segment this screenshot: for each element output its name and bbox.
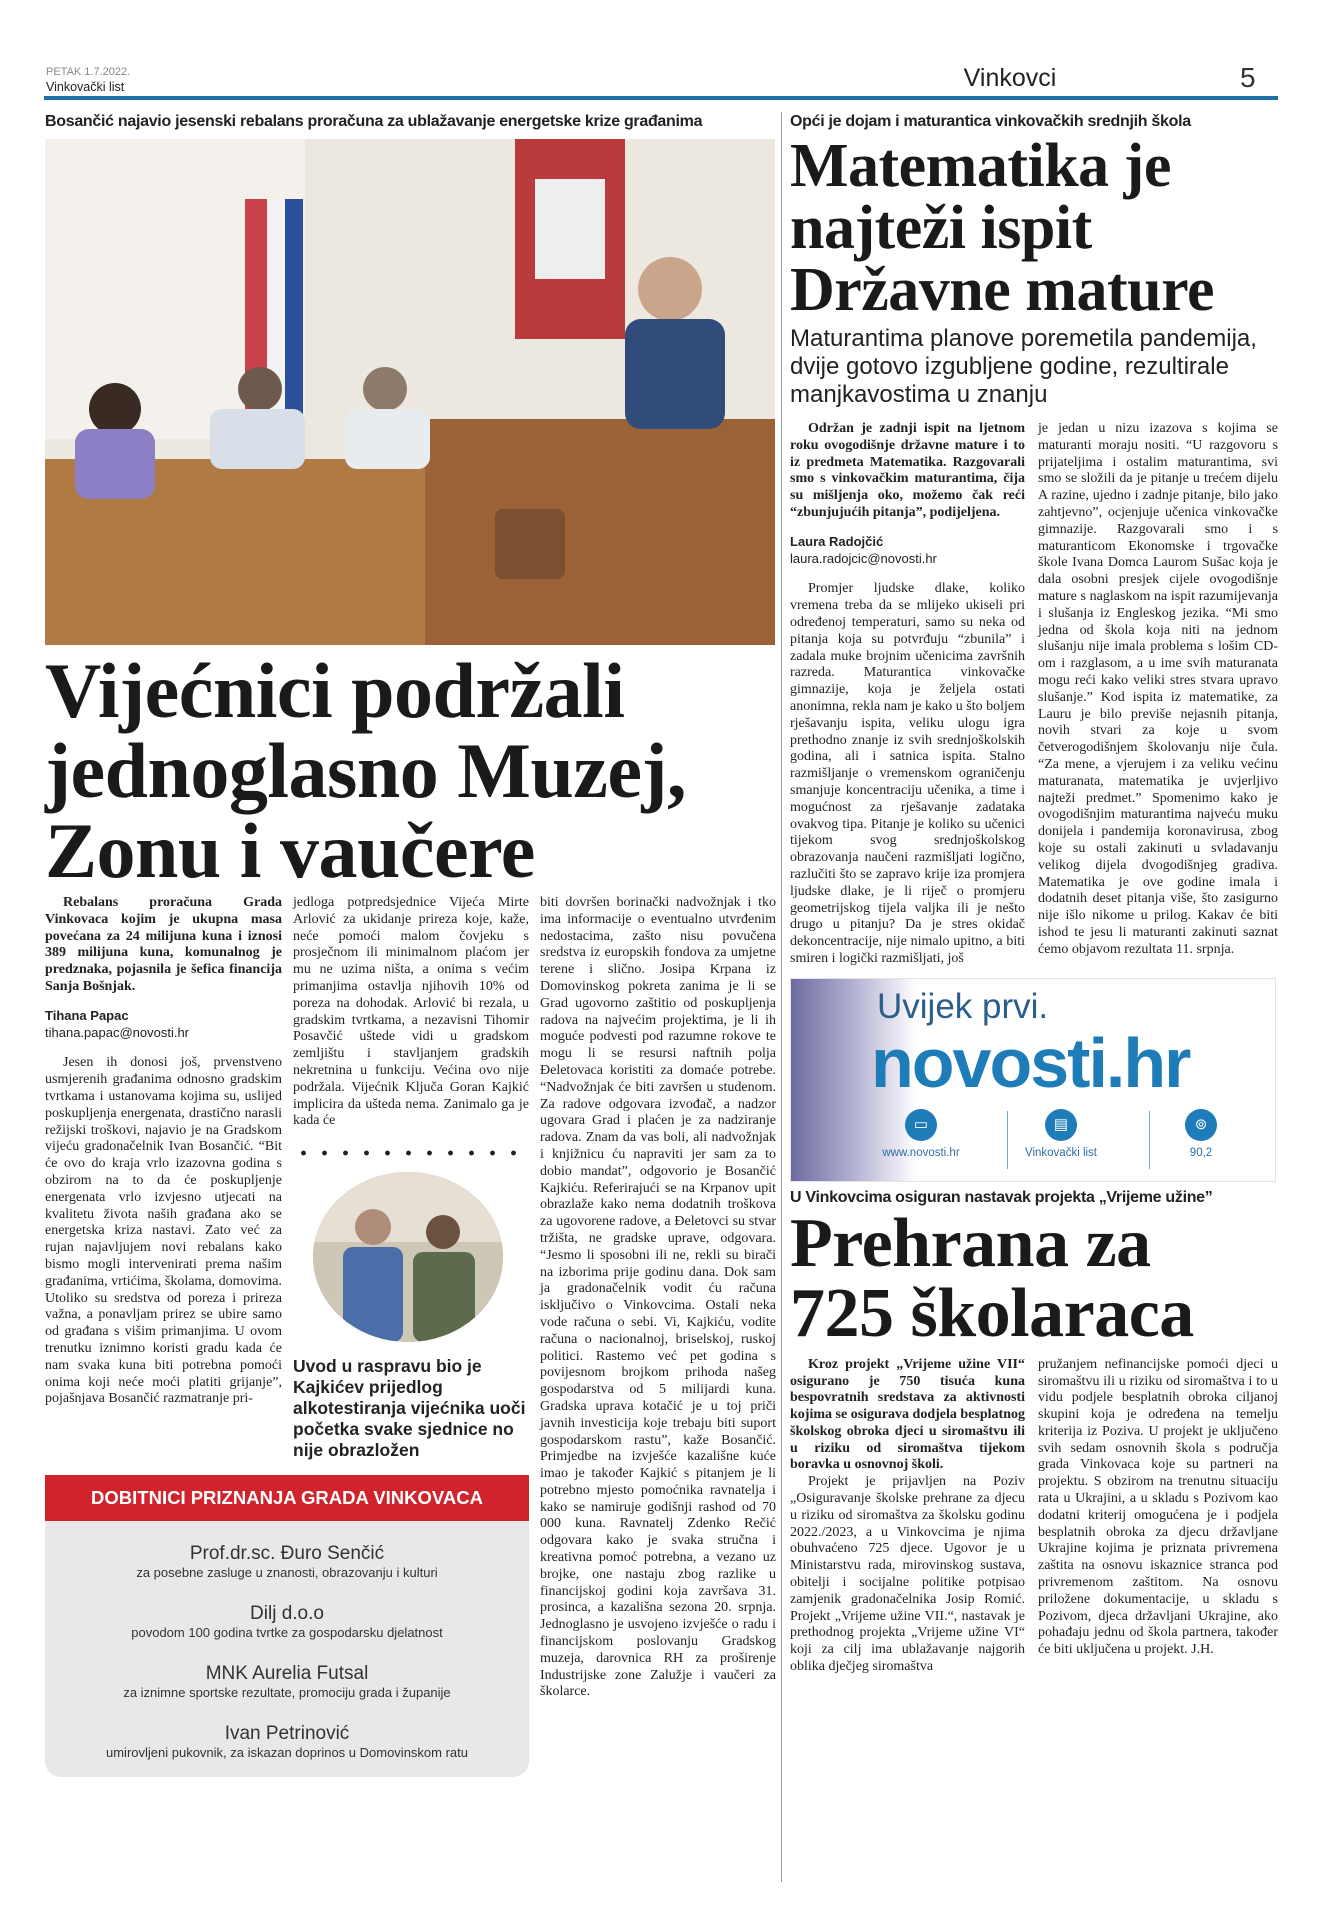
ad-item-paper[interactable]	[1001, 1109, 1121, 1159]
award-desc: za iznimne sportske rezultate, promociju grada i županije	[123, 1685, 451, 1701]
paper-name: Vinkovački list	[46, 80, 125, 94]
article-paragraph: Jesen ih donosi još, prvenstveno usmjerenih građanima odnosno gradskim tvrtkama i ustanovama kojima su, uslijed poskupljenja energenata, drastično narasli režijski troškovi, najavio je na Gradskom vijeću gradonačelnik Ivan Bosančić. “Bit će ovo do kraja vrlo izazovna godina s obzirom na to da će poskupljenje energenata vrlo izvjesno utjecati na kvalitetu života naših građana ako se energetska kriza nastavi. Zato već za rujan najavljujem novi rebalans kako bismo mogli intervenirati prema našim građanima, vrtićima, školama, domovima. Utoliko su sredstva od poreza i prireza važna, a ponavljam prirez se ubire samo od građana s višim primanjima. U ovom trenutku iznimno koristi gradu kada će nam svaka kuna biti potrebna pomoći onima koji neće moći platiti grijanje”, pojašnjava Bosančić razmatranje pri-	[45, 1055, 282, 1407]
left-article-column-2	[293, 895, 529, 1461]
author-name: Laura Radojčić	[790, 533, 884, 549]
award-name: Prof.dr.sc. Đuro Senčić	[189, 1543, 385, 1565]
left-article-columns	[45, 895, 777, 1777]
section-title: Vinkovci	[963, 64, 1057, 92]
ad-item-label: Vinkovački list	[1024, 1146, 1097, 1159]
article-paragraph: pružanjem nefinancijske pomoći djeci u siromaštvu ili u riziku od siromaštva i to u vidu podjele besplatnih obroka ciljanoj skupini koja je određena na temelju kriterija iz Poziva. U projekt je uključeno svih sedam osnovnih škola s područja grada Vinkovaca koje su partneri na projektu. S obzirom na trenutnu situaciju rata u Ukrajini, a u skladu s Pozivom kao dodatni kriterij omogućena je i podjela besplatnih obroka za djecu državljane Ukrajine kojima je priznata privremena zaštita na osnovu iskaznice stranca pod privremenom zaštitom. Na osnovu priložene dokumentacije, u skladu s Pozivom, djeca državljani Ukrajine, ako pohađaju jednu od škola partnera, također će biti uključena u projekt. J.H.	[1038, 1356, 1278, 1658]
headline-line: 725 školaraca	[790, 1274, 1194, 1352]
article-paragraph: Projekt je prijavljen na Poziv „Osiguravanje školske prehrane za djecu u riziku od siromaštva za školsku godinu 2022./2023, a u Vinkovcima je njima obuhvaćeno 725 djece. Ugovor je u Ministarstvu rada, mirovinskog sustava, obitelji i socijalne politike potpisao zamjenik gradonačelnika Josip Romić. Projekt „Vrijeme užine VII.“, nastavak je prethodnog projekta „Vrijeme užine VI“ koji za cilj ima ublažavanje najgorih oblika dječjeg siromaštva	[790, 1474, 1025, 1675]
article-paragraph: Promjer ljudske dlake, koliko vremena treba da se mlijeko ukiseli pri određenoj temperaturi, samo su neka od pitanja koja su potvrđuju “zbunila” i zadala muke brojnim učenicima završnih razreda. Maturantica vinkovačke gimnazije, koja je željela ostati anonimna, rekla nam je kako u što boljem rješavanju ispita, veliku ulogu igra prethodno znanje iz svih srednjoškolskih godina, ali i satnica ispita. Stalno razmišljanje o vremenskom ograničenju smanjuje koncentraciju učenika, a time i mogućnost za rješavanje zadataka ovakvog tipa. Pitanje je koliko su učenici tijekom svog srednjoškolskog obrazovanja naučeni razmišljati logično, razlučiti što se zapravo krije iza promjera ljudske dlake, je li riječ o promjeru geometrijskog tijela valjka ili je nešto drugo u pitanju? Da je stres okidač dekoncentracije, nije nimalo upitno, a biti smiren i logički razmišljati, još	[790, 581, 1025, 966]
bottom-article-column-2	[1038, 1357, 1278, 1676]
ad-item-label: www.novosti.hr	[882, 1146, 960, 1159]
ad-brand-logo: novosti.hr	[871, 1023, 1190, 1102]
bottom-article-column-1	[790, 1357, 1025, 1676]
radio-tower-icon: ⊚	[1185, 1109, 1217, 1141]
pull-quote: Uvod u raspravu bio je Kajkićev prijedlog alkotestiranja vijećnika uoči početka svake sjednice no nije obrazložen	[293, 1356, 526, 1461]
award-desc: umirovljeni pukovnik, za iskazan doprinos u Domovinskom ratu	[106, 1745, 468, 1761]
award-desc: za posebne zasluge u znanosti, obrazovanju i kulturi	[136, 1565, 438, 1581]
councillors-photo	[313, 1172, 503, 1342]
article-lead: Rebalans proračuna Grada Vinkovaca kojim je ukupna masa povećana za 24 milijuna kuna i iznosi 389 milijuna kuna, komunalnog je predznaka, pojasnila je šefica financija Sanja Bošnjak.	[45, 895, 282, 994]
dotted-separator	[293, 1148, 525, 1158]
author-name: Tihana Papac	[45, 1007, 129, 1023]
article-paragraph: jedloga potpredsjednice Vijeća Mirte Arlović za ukidanje prireza koje, kaže, neće pomoći malom čovjeku s prosječnom ili minimalnom plaćom jer mu ne uzima ništa, a onima s većim primanjima ostavlja njihovih 10% od poreza na dohodak. Arlović bi rezala, u gradskim tvrtkama, a nezavisni Tihomir Posavčić uštede vidi u gradskom zemljištu i stavljanjem gradskih nekretnina u funkciju. Većina ovo nije podržala. Vijećnik Ključa Goran Kajkić implicira da ušteda nema. Zanimalo ga je kada će	[293, 895, 529, 1129]
awards-title: DOBITNICI PRIZNANJA GRADA VINKOVACA	[45, 1475, 529, 1521]
headline-line: Vijećnici podržali	[45, 647, 625, 734]
awards-box	[45, 1475, 529, 1777]
headline-line: Matematika je	[790, 132, 1171, 200]
left-kicker: Bosančić najavio jesenski rebalans proračuna za ublažavanje energetske krize građanima	[45, 113, 703, 130]
header-rule	[44, 96, 1278, 100]
ad-slogan: Uvijek prvi.	[877, 986, 1049, 1026]
author-email[interactable]: laura.radojcic@novosti.hr	[790, 550, 937, 566]
article-paragraph: je jedan u nizu izazova s kojima se maturanti moraju nositi. “U razgovoru s prijateljima i ostalim maturantima, svi smo se složili da je pitanje u trećem dijelu A razine, ujedno i zadnje pitanje, bilo jako zahtjevno”, ocjenjuje učenica vinkovačke gimnazije. Razgovarali smo i s maturanticom Ekonomske i trgovačke škole Ivana Domca Laurom Sušac koja je dala osobni presjek cijele ovogodišnje mature s naglaskom na ispit razumijevanja i slušanja iz Engleskog jezika. “Mi smo jedna od škola koja niti na jednom slušanju nije imala problema s lošim CD-om i razglasom, a u ime svih maturanata mogu reći kako veliki stres stvara upravo slušanje.” Kod ispita iz matematike, za Lauru je bilo previše nejasnih pitanja, novih stvari za koje u svom četverogodišnjem školovanju nije čula. “Za mene, a vjerujem i za veliku većinu maturanata, matematika je uvjerljivo najteži predmet.” Spomenimo kako je ovogodišnjim maturantima najveću muku donijela i pandemija koronavirusa, zbog koje su ostali zakinuti u svladavanju velikog dijela dvogodišnjeg gradiva. Matematika je ove godine imala i dodatnih deset pitanja više, što zasigurno nije išlo nikome u prilog. Kakav će biti ishod te jesu li maturanti zakinuti saznat ćemo objavom rezultata 11. srpnja.	[1038, 421, 1278, 957]
headline-line: Prehrana za	[790, 1204, 1151, 1282]
award-name: Ivan Petrinović	[224, 1723, 350, 1745]
headline-line: Državne mature	[790, 256, 1215, 324]
left-headline	[45, 647, 777, 894]
right-headline	[790, 132, 1278, 324]
bottom-article-columns	[790, 1357, 1278, 1676]
headline-line: Zonu i vaučere	[45, 807, 535, 894]
author-email[interactable]: tihana.papac@novosti.hr	[45, 1024, 190, 1040]
novosti-ad-banner[interactable]	[790, 978, 1276, 1182]
headline-line: najteži ispit	[790, 194, 1092, 262]
left-article-column-1	[45, 895, 282, 1461]
right-subtitle: Maturantima planove poremetila pandemija, dvije gotovo izgubljene godine, rezultirale manjkavostima u znanju	[790, 325, 1257, 408]
column-divider	[781, 112, 782, 1882]
right-kicker: Opći je dojam i maturantica vinkovačkih srednjih škola	[790, 113, 1191, 130]
article-lead: Održan je zadnji ispit na ljetnom roku ovogodišnje državne mature i to iz predmeta Matematika. Razgovarali smo s vinkovačkim maturantima, čija su mišljenja oko, možemo čak reći “zbunjujućih pitanja”, podijeljena.	[790, 421, 1025, 520]
right-article-column-2	[1038, 421, 1278, 968]
award-item	[45, 1723, 529, 1761]
bottom-headline	[790, 1204, 1278, 1352]
right-column	[790, 112, 1278, 1676]
issue-date: PETAK 1.7.2022.	[46, 66, 131, 78]
headline-line: jednoglasno Muzej,	[45, 727, 686, 814]
award-name: Dilj d.o.o	[250, 1603, 324, 1625]
right-article-columns	[790, 421, 1278, 968]
ad-item-radio[interactable]	[1141, 1109, 1261, 1159]
page-number: 5	[1240, 62, 1256, 93]
article-paragraph: biti dovršen borinački nadvožnjak i tko ima informacije o eventualno utvrđenim nedostacima, zašto nisu povučena sredstva iz europskih fondova za umjetne terene i slično. Josipa Krpana iz Domovinskog pokreta zanima je li se Grad ugovorno zaštitio od poskupljenja radova na najvećim projektima, je li ih moguće podvesti pod razumne rokove te mogu li se resursi naftnih polja Đeletovaca koristiti za domaće potrebe. “Nadvožnjak će biti završen u studenom. Za radove odgovara izvođač, a nadzor ugovara Grad i plaćen je za nadziranje radova. Znam da vas boli, ali nadvožnjak i knjižnicu ću napraviti jer sam za to dobio mandat”, odgovorio je Bosančić Kajkiću. Referirajući se na Krpanov upit obrazlaže kako nema dodatnih troškova za ugovorene radove, a Đeletovci su stvar tržišta, ne gradske uprave, odgovara. “Jesmo li sposobni ili ne, rekli su birači na izborima prije godinu dana. Dok sam ja gradonačelnik vodit ću računa isključivo o Vinkovcima. Ostali neka vode računa o sebi. Vi, Kajkiću, vodite računa o nacionalnoj, briselskoj, ruskoj politici. Rastemo već pet godina s povijesnom brojkom prihoda našeg gospodarstva od 5 milijardi kuna. Gradska uprava kotačić je u toj priči javnih investicija koje trebaju biti suport gospodarskom rastu”, kaže Bosančić. Primjedbe na izvješće kazališne kuće imao je također Kajkić s pitanjem je li potrebno mjesto pomoćnika ravnatelja i kako se namiruje godišnji rashod od 70 000 kuna. Ravnatelj Zdenko Rečić odgovara kako je svaka stručna i kreativna pomoć potrebna, a vezano uz brojke, one nastaju zbog razlike u financijskoj godini koja završava 31. prosinca, a kazališna sezona 20. srpnja. Jednoglasno je usvojeno izvješće o radu i financijskom poslovanju Gradskog muzeja, darovnica RH za proširenje Industrijske zone Zalužje i vaučeri za školarce.	[540, 895, 776, 1700]
ad-item-label: 90,2	[1189, 1146, 1213, 1159]
council-session-photo	[45, 139, 775, 645]
left-article	[45, 112, 777, 1777]
bottom-kicker: U Vinkovcima osiguran nastavak projekta „Vrijeme užine”	[790, 1188, 1213, 1206]
article-lead: Kroz projekt „Vrijeme užine VII“ osigurano je 750 tisuća kuna bespovratnih sredstava za aktivnosti kojima se osigurava dodjela besplatnog školskog obroka djeci u siromaštvu ili u riziku od siromaštva tijekom boravka u osnovnoj školi.	[790, 1356, 1025, 1473]
newspaper-icon: ▤	[1045, 1109, 1077, 1141]
award-item	[45, 1543, 529, 1581]
monitor-icon: ▭	[905, 1109, 937, 1141]
left-article-column-3	[540, 895, 776, 1777]
right-article-column-1	[790, 421, 1025, 968]
award-desc: povodom 100 godina tvrtke za gospodarsku djelatnost	[131, 1625, 443, 1641]
ad-item-web[interactable]	[861, 1109, 981, 1159]
award-item	[45, 1603, 529, 1641]
award-item	[45, 1663, 529, 1701]
award-name: MNK Aurelia Futsal	[205, 1663, 369, 1685]
